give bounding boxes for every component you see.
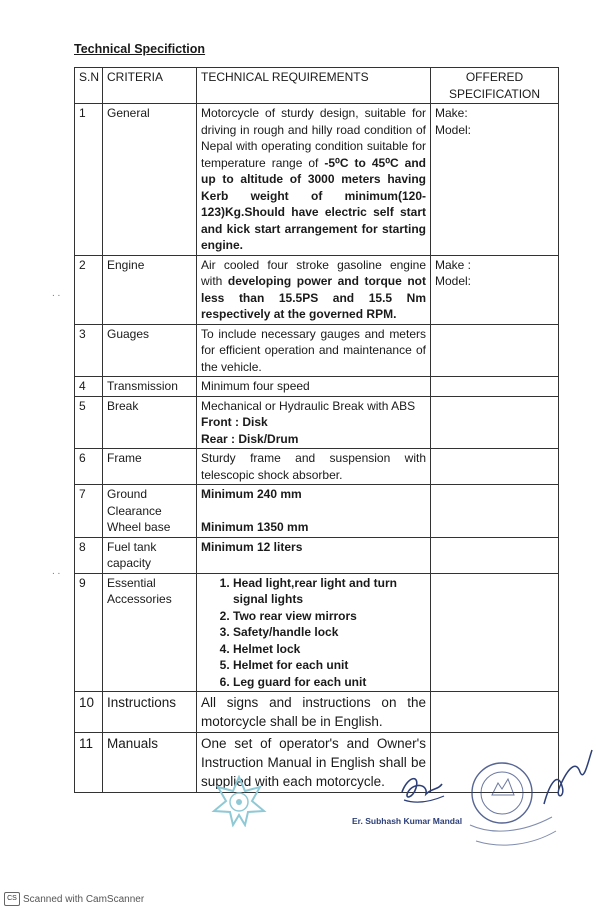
table-row bbox=[75, 377, 559, 397]
list-item: 4. Helmet lock bbox=[233, 641, 426, 658]
spec-table bbox=[74, 67, 559, 793]
offered-make: Make: bbox=[435, 106, 468, 120]
header-sn: S.N bbox=[75, 68, 103, 104]
row-sn: 5 bbox=[75, 396, 103, 449]
offered-model: Model: bbox=[435, 122, 472, 137]
row-offered bbox=[431, 449, 559, 485]
offered-make: Make : bbox=[435, 257, 472, 272]
scan-artifact: . . bbox=[52, 566, 61, 577]
signature-icon bbox=[540, 742, 596, 812]
list-item: 6. Leg guard for each unit bbox=[233, 674, 426, 691]
row-requirement: Sturdy frame and suspension with telescopic shock absorber. bbox=[197, 449, 431, 485]
row-sn: 9 bbox=[75, 573, 103, 692]
camscanner-icon: CS bbox=[4, 892, 20, 906]
row-requirement: One set of operator's and Owner's Instruction Manual in English shall be supplied with each motorcycle. bbox=[197, 733, 431, 793]
row-offered bbox=[431, 396, 559, 449]
row-sn: 7 bbox=[75, 485, 103, 538]
table-row bbox=[75, 537, 559, 573]
header-criteria: CRITERIA bbox=[103, 68, 197, 104]
scanner-watermark bbox=[4, 892, 144, 906]
row-criteria: General bbox=[103, 104, 197, 256]
row-sn: 10 bbox=[75, 692, 103, 733]
row-requirement bbox=[197, 485, 431, 538]
scanner-label: Scanned with CamScanner bbox=[23, 893, 145, 905]
requirement-ground-clearance: Minimum 240 mm bbox=[201, 487, 302, 501]
row-requirement: Minimum 12 liters bbox=[197, 537, 431, 573]
requirement-text: Motorcycle of sturdy design, suitable for driving in rough and hilly road condition of Nepal with operating condition suitable for temperature range of bbox=[201, 106, 426, 170]
criteria-wheel-base: Wheel base bbox=[107, 520, 171, 534]
row-sn: 1 bbox=[75, 104, 103, 256]
row-offered bbox=[431, 573, 559, 692]
table-row bbox=[75, 692, 559, 733]
table-row bbox=[75, 485, 559, 538]
list-item: 5. Helmet for each unit bbox=[233, 657, 426, 674]
requirement-wheel-base: Minimum 1350 mm bbox=[201, 519, 309, 534]
requirement-text: Air cooled four stroke gasoline engine with bbox=[201, 257, 426, 288]
row-criteria: Instructions bbox=[103, 692, 197, 733]
requirement-bold-text: and up to altitude of 3000 meters having Kerb weight of minimum(120-123)Kg.Should have electric self start and kick start arrangement for starting engine. bbox=[201, 155, 427, 252]
signatory-name: Er. Subhash Kumar Mandal bbox=[352, 816, 463, 826]
row-sn: 11 bbox=[75, 733, 103, 793]
table-row bbox=[75, 255, 559, 324]
row-offered bbox=[431, 537, 559, 573]
row-requirement: Minimum four speed bbox=[197, 377, 431, 397]
temperature-range: -5⁰C to 45⁰C bbox=[324, 155, 399, 170]
table-row bbox=[75, 449, 559, 485]
scan-artifact: . . bbox=[52, 288, 61, 299]
list-item: 3. Safety/handle lock bbox=[233, 624, 426, 641]
row-requirement bbox=[197, 104, 431, 256]
offered-model: Model: bbox=[435, 274, 472, 288]
row-offered bbox=[431, 485, 559, 538]
row-criteria: Frame bbox=[103, 449, 197, 485]
emblem-stamp-icon bbox=[208, 775, 270, 827]
row-criteria: Manuals bbox=[103, 733, 197, 793]
row-criteria bbox=[103, 485, 197, 538]
row-sn: 8 bbox=[75, 537, 103, 573]
requirement-bold-text: developing power and torque not less than 15.5PS and 15.5 Nm respectively at the governed RPM. bbox=[201, 274, 426, 321]
row-requirement bbox=[197, 573, 431, 692]
brake-front: Front : Disk bbox=[201, 415, 268, 429]
list-item: 2. Two rear view mirrors bbox=[233, 608, 426, 625]
row-criteria: Fuel tank capacity bbox=[103, 537, 197, 573]
row-requirement bbox=[197, 396, 431, 449]
row-requirement: To include necessary gauges and meters for efficient operation and maintenance of the vehicle. bbox=[197, 324, 431, 377]
row-sn: 2 bbox=[75, 255, 103, 324]
row-sn: 6 bbox=[75, 449, 103, 485]
requirement-text: Mechanical or Hydraulic Break with ABS bbox=[201, 398, 416, 413]
row-sn: 3 bbox=[75, 324, 103, 377]
row-offered bbox=[431, 377, 559, 397]
row-offered bbox=[431, 255, 559, 324]
criteria-ground-clearance: Ground Clearance bbox=[107, 487, 162, 518]
header-requirements: TECHNICAL REQUIREMENTS bbox=[197, 68, 431, 104]
row-requirement: All signs and instructions on the motorcycle shall be in English. bbox=[197, 692, 431, 733]
header-offered: OFFERED SPECIFICATION bbox=[431, 68, 559, 104]
row-sn: 4 bbox=[75, 377, 103, 397]
row-criteria: Transmission bbox=[103, 377, 197, 397]
signature-icon bbox=[398, 770, 448, 808]
row-criteria: Essential Accessories bbox=[103, 573, 197, 692]
row-offered bbox=[431, 104, 559, 256]
table-row bbox=[75, 573, 559, 692]
row-offered bbox=[431, 324, 559, 377]
row-requirement bbox=[197, 255, 431, 324]
row-criteria: Engine bbox=[103, 255, 197, 324]
accessories-list bbox=[201, 575, 426, 691]
row-criteria: Guages bbox=[103, 324, 197, 377]
row-criteria: Break bbox=[103, 396, 197, 449]
brake-rear: Rear : Disk/Drum bbox=[201, 431, 299, 446]
header-row bbox=[75, 68, 559, 104]
table-row bbox=[75, 104, 559, 256]
list-item: 1. Head light,rear light and turn signal lights bbox=[233, 575, 426, 608]
table-row bbox=[75, 324, 559, 377]
table-row bbox=[75, 396, 559, 449]
page-title: Technical Specifiction bbox=[74, 42, 206, 56]
row-offered bbox=[431, 692, 559, 733]
